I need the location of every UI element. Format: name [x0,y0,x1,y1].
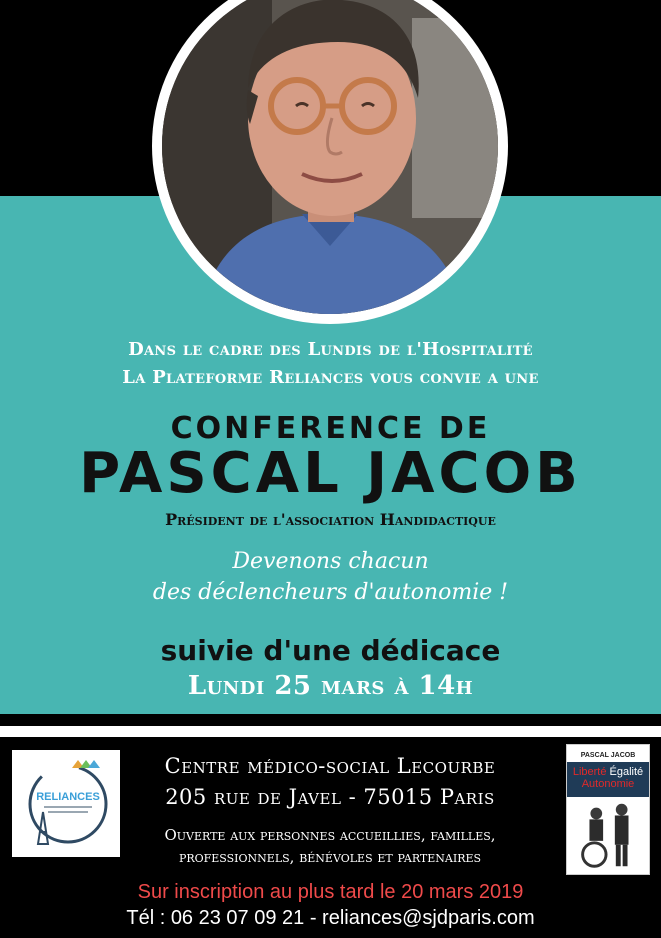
book-author: PASCAL JACOB [580,752,636,759]
intro-line-2: La Plateforme Reliances vous convie a une [122,367,539,388]
divider-rule [0,726,661,737]
logo-wordmark: RELIANCES [36,791,100,803]
event-date: Lundi 25 mars à 14h [187,671,474,701]
contact-info: Tél : 06 23 07 09 21 - reliances@sjdparis.com [126,907,535,929]
reliances-logo [12,750,120,857]
intro-line-1: Dans le cadre des Lundis de l'Hospitalité [128,339,533,360]
speaker-name: PASCAL JACOB [79,441,582,506]
reliances-logo-mark [12,750,120,857]
conference-title: CONFERENCE DE [170,411,491,446]
speaker-role: Président de l'association Handidactique [165,510,496,529]
venue-name: Centre médico-social Lecourbe [164,754,496,778]
book-cover-figures [567,799,649,871]
venue-address: 205 rue de Javel - 75015 Paris [165,785,495,809]
book-title-word-3: Autonomie [581,778,635,790]
book-cover [566,744,650,875]
book-title-word-1: Liberté [572,766,607,778]
audience-line-2: professionnels, bénévoles et partenaires [178,848,482,866]
theme-line-1: Devenons chacun [232,549,429,574]
audience-line-1: Ouverte aux personnes accueillies, familles, [164,826,496,844]
theme-line-2: des déclencheurs d'autonomie ! [152,580,509,605]
book-title-word-2: Égalité [609,766,644,778]
registration-deadline: Sur inscription au plus tard le 20 mars 2019 [137,881,524,903]
dedication-text: suivie d'une dédicace [160,634,501,667]
book-title [567,766,649,790]
